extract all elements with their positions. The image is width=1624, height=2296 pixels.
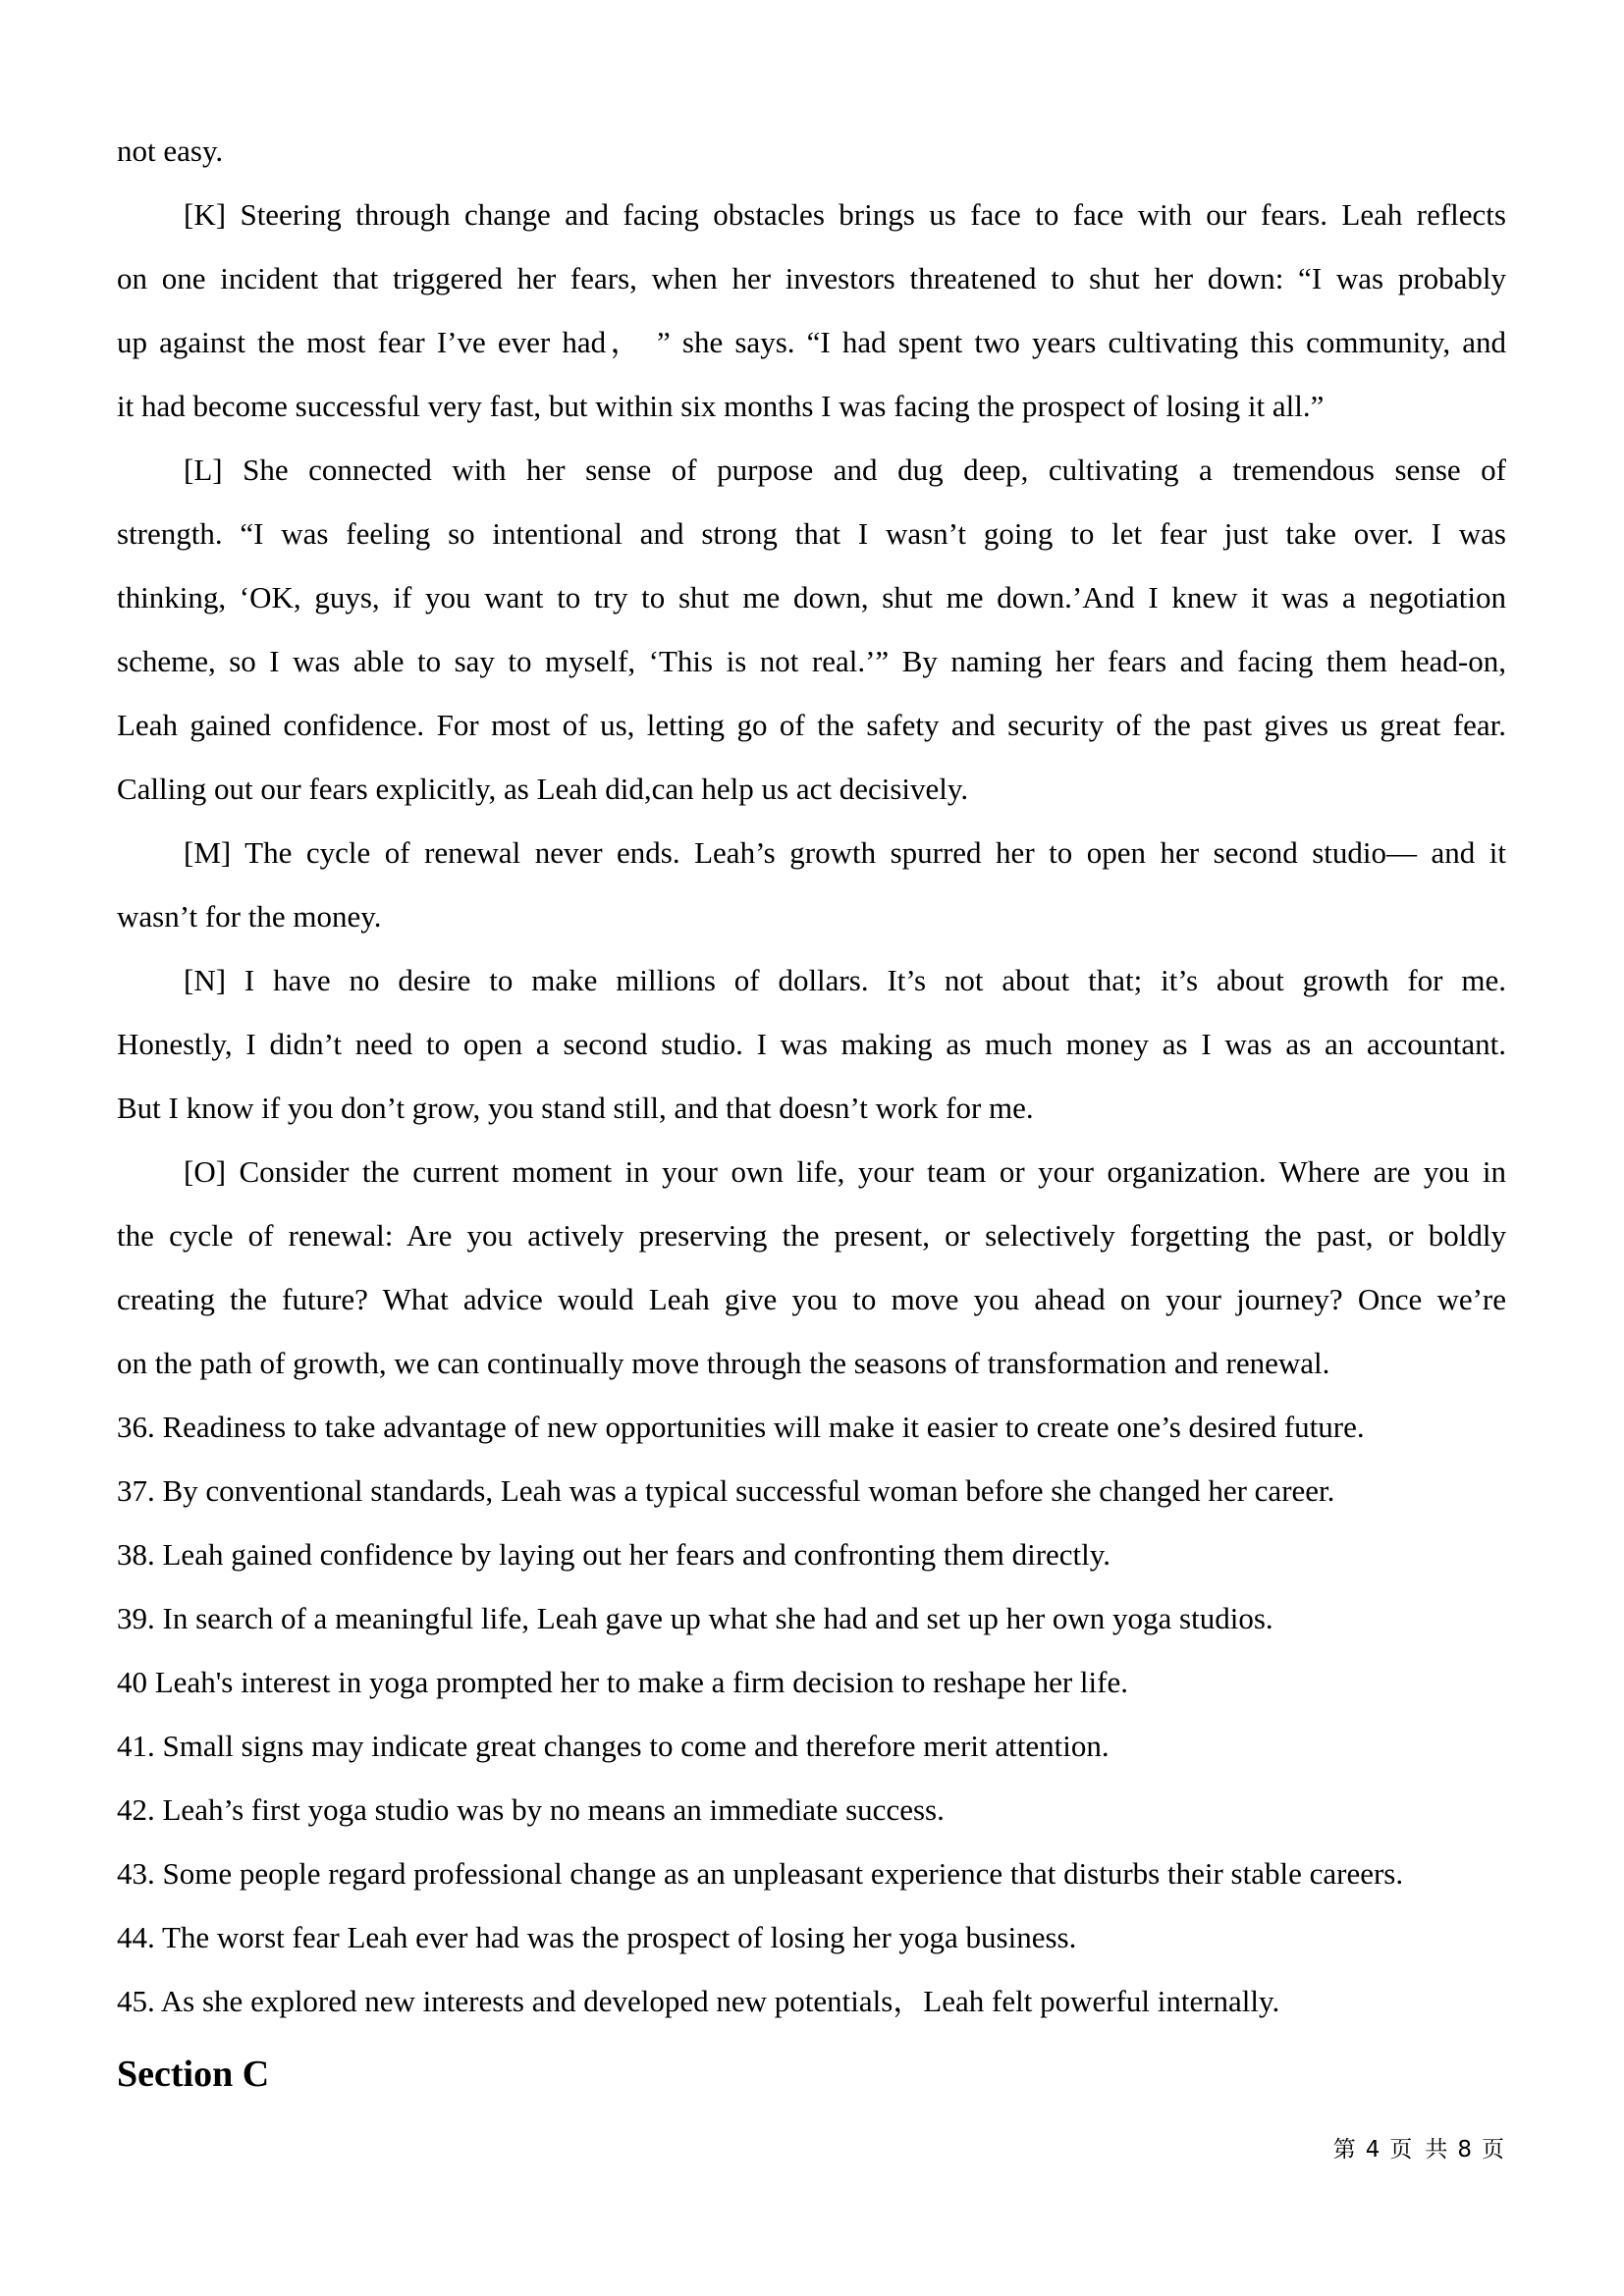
paragraph-k-line: [K] Steering through change and facing obstacles brings us face to face with our fears. Leah reflects: [184, 197, 1506, 232]
question-40: 40 Leah's interest in yoga prompted her to make a firm decision to reshape her life.: [117, 1665, 1128, 1699]
paragraph-n-line: But I know if you don’t grow, you stand still, and that doesn’t work for me.: [117, 1091, 1034, 1125]
section-heading: Section C: [117, 2054, 270, 2095]
question-45: 45. As she explored new interests and developed new potentials，Leah felt powerful internally.: [117, 1984, 1280, 2018]
total-pages-number: 8: [1457, 2137, 1473, 2163]
footer-page-word: 页: [1389, 2137, 1414, 2163]
paragraph-l-line: strength. “I was feeling so intentional and strong that I wasn’t going to let fear just take over. I was: [117, 516, 1506, 551]
paragraph-k-line: on one incident that triggered her fears, when her investors threatened to shut her down: “I was probably: [117, 261, 1506, 295]
paragraph-m-line: [M] The cycle of renewal never ends. Leah’s growth spurred her to open her second studio— and it: [184, 835, 1506, 870]
paragraph-o-line: [O] Consider the current moment in your own life, your team or your organization. Where are you in: [184, 1154, 1506, 1189]
paragraph-o-line: the cycle of renewal: Are you actively preserving the present, or selectively forgetting the past, or boldly: [117, 1218, 1506, 1253]
question-36: 36. Readiness to take advantage of new opportunities will make it easier to create one’s desired future.: [117, 1410, 1365, 1444]
paragraph-m-line: wasn’t for the money.: [117, 899, 382, 934]
paragraph-k-line: it had become successful very fast, but within six months I was facing the prospect of losing it all.”: [117, 389, 1325, 423]
current-page-number: 4: [1365, 2137, 1381, 2163]
paragraph-l-line: Calling out our fears explicitly, as Leah did,can help us act decisively.: [117, 772, 969, 806]
paragraph-n-line: [N] I have no desire to make millions of dollars. It’s not about that; it’s about growth for me.: [184, 963, 1506, 997]
paragraph-n-line: Honestly, I didn’t need to open a second studio. I was making as much money as I was as an accountant.: [117, 1027, 1506, 1061]
question-38: 38. Leah gained confidence by laying out her fears and confronting them directly.: [117, 1537, 1111, 1572]
paragraph-l-line: Leah gained confidence. For most of us, letting go of the safety and security of the past gives us great fear.: [117, 708, 1506, 742]
page-footer: [1333, 2132, 1505, 2167]
paragraph-l-line: [L] She connected with her sense of purpose and dug deep, cultivating a tremendous sense of: [184, 453, 1506, 487]
footer-suffix: 页: [1482, 2137, 1505, 2163]
paragraph-o-line: on the path of growth, we can continually move through the seasons of transformation and renewal.: [117, 1346, 1330, 1380]
question-42: 42. Leah’s first yoga studio was by no means an immediate success.: [117, 1792, 945, 1827]
question-41: 41. Small signs may indicate great changes to come and therefore merit attention.: [117, 1729, 1110, 1763]
question-43: 43. Some people regard professional change as an unpleasant experience that disturbs their stable careers.: [117, 1856, 1404, 1891]
question-39: 39. In search of a meaningful life, Leah gave up what she had and set up her own yoga studios.: [117, 1601, 1273, 1635]
paragraph-k-line: up against the most fear I’ve ever had， ” she says. “I had spent two years cultivating this community, and: [117, 325, 1506, 359]
passage-line: not easy.: [117, 133, 224, 168]
question-44: 44. The worst fear Leah ever had was the prospect of losing her yoga business.: [117, 1920, 1077, 1954]
footer-prefix: 第: [1332, 2137, 1357, 2163]
footer-total-word: 共: [1425, 2137, 1449, 2163]
paragraph-l-line: scheme, so I was able to say to myself, ‘This is not real.’” By naming her fears and facing them head-on,: [117, 644, 1506, 678]
paragraph-o-line: creating the future? What advice would Leah give you to move you ahead on your journey? Once we’re: [117, 1282, 1506, 1316]
paragraph-l-line: thinking, ‘OK, guys, if you want to try to shut me down, shut me down.’And I knew it was a negotiation: [117, 580, 1506, 614]
question-37: 37. By conventional standards, Leah was a typical successful woman before she changed her career.: [117, 1473, 1335, 1508]
